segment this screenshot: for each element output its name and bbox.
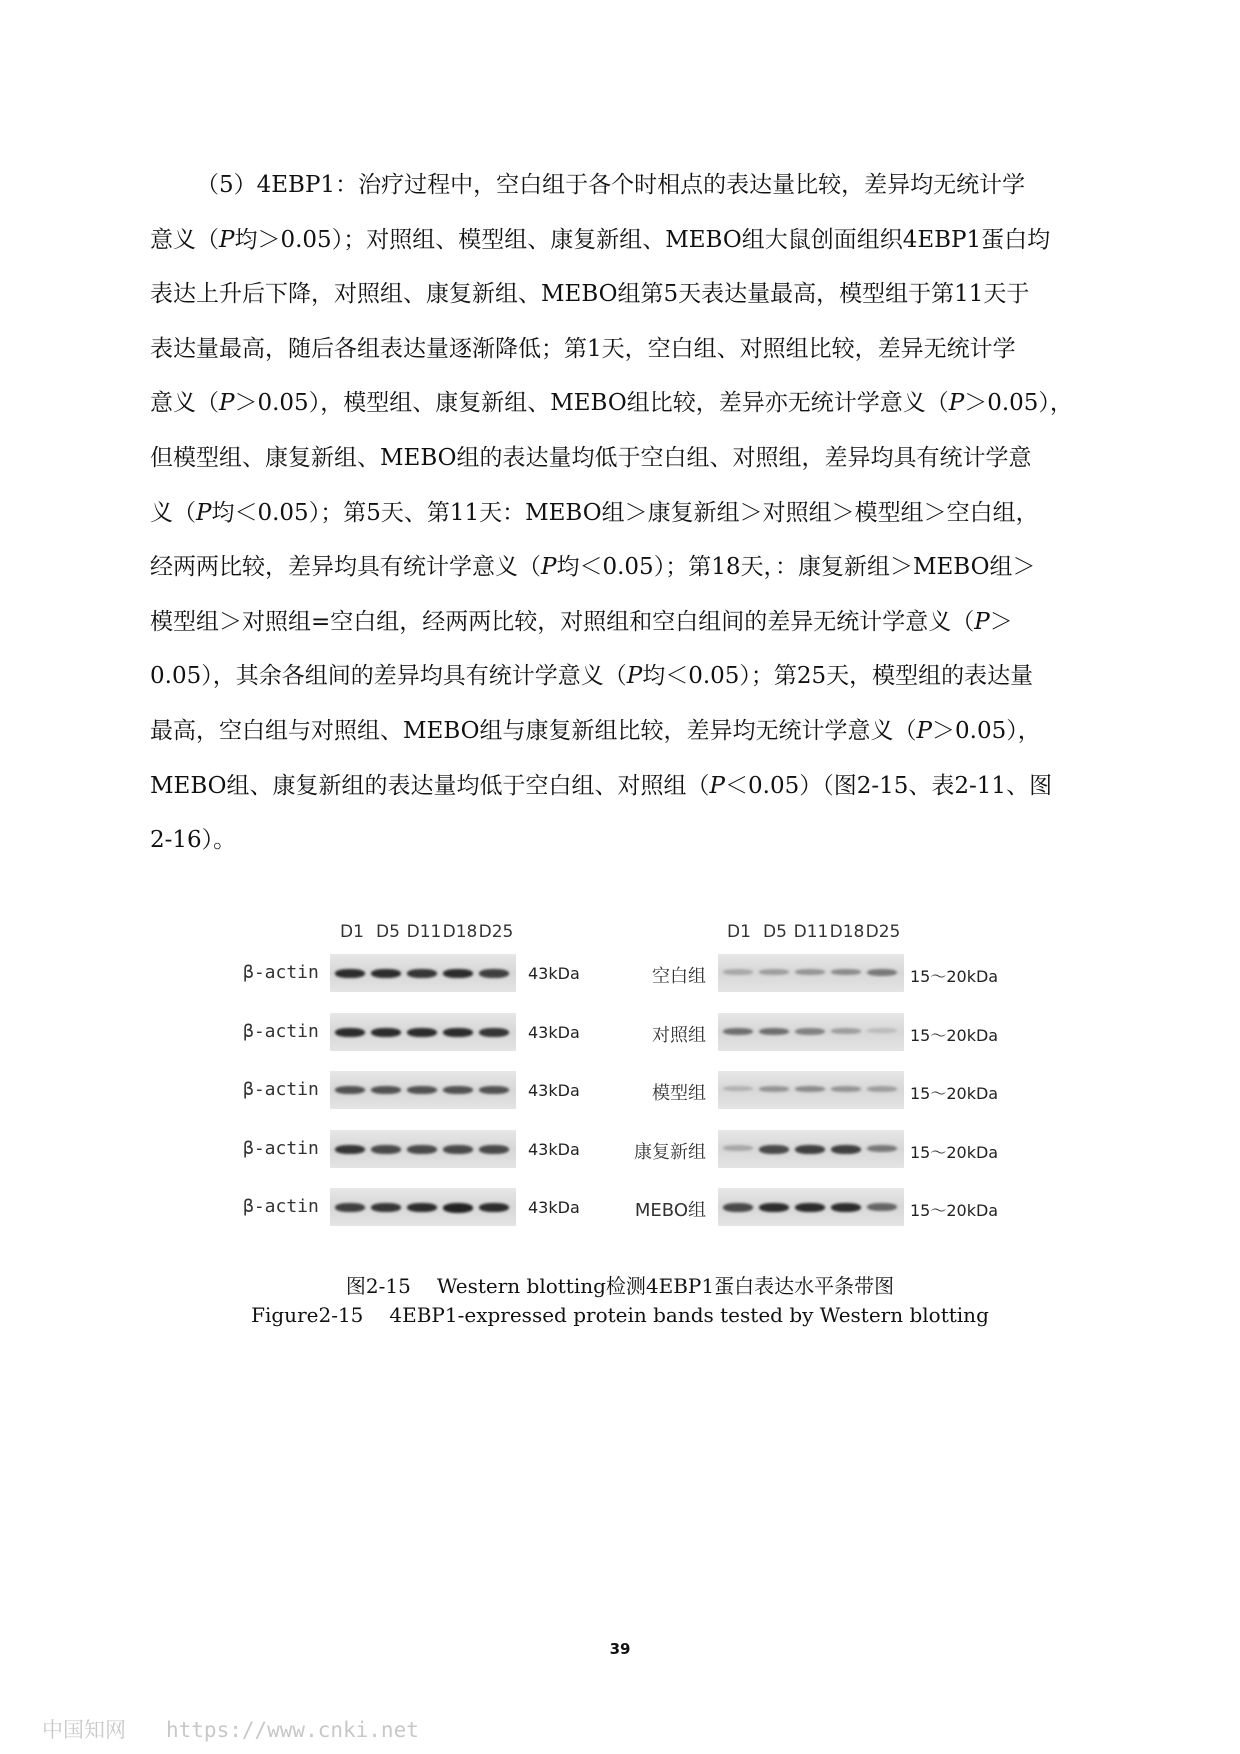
blot-row-label: β-actin <box>243 1137 319 1159</box>
molecular-weight-label: 15～20kDa <box>910 1142 999 1162</box>
protein-band <box>867 1028 897 1033</box>
protein-band <box>795 969 825 975</box>
protein-band <box>371 1086 401 1094</box>
blot-strip <box>718 1013 904 1051</box>
paragraph-line: 表达量最高，随后各组表达量逐渐降低；第1天，空白组、对照组比较，差异无统计学 <box>150 335 1016 362</box>
watermark-brand: 中国知网 <box>42 1718 126 1742</box>
protein-band <box>335 1028 365 1037</box>
protein-band <box>831 1203 861 1212</box>
paragraph-line: 2-16）。 <box>150 827 237 854</box>
protein-band <box>371 969 401 978</box>
protein-band <box>759 1086 789 1092</box>
protein-band <box>335 969 365 978</box>
blot-strip <box>718 954 904 992</box>
blot-row-label: 康复新组 <box>634 1141 706 1163</box>
protein-band <box>795 1145 825 1154</box>
lane-label: D5 <box>376 922 400 942</box>
paragraph-line: 表达上升后下降，对照组、康复新组、MEBO组第5天表达量最高，模型组于第11天于 <box>150 281 1030 308</box>
protein-band <box>371 1145 401 1154</box>
blot-strip <box>330 1071 516 1109</box>
figure-caption-cn: 图2-15 Western blotting检测4EBP1蛋白表达水平条带图 <box>345 1274 895 1298</box>
lane-label: D25 <box>478 922 514 942</box>
molecular-weight-label: 43kDa <box>528 1139 580 1159</box>
protein-band <box>723 1203 753 1212</box>
protein-band <box>795 1086 825 1092</box>
molecular-weight-label: 15～20kDa <box>910 1025 999 1045</box>
paragraph-line: 模型组＞对照组=空白组，经两两比较，对照组和空白组间的差异无统计学意义（P＞ <box>150 608 1013 635</box>
blot-strip <box>718 1071 904 1109</box>
lane-label: D11 <box>406 922 442 942</box>
protein-band <box>407 1028 437 1037</box>
protein-band <box>759 1028 789 1035</box>
protein-band <box>479 969 509 978</box>
paragraph-line: 但模型组、康复新组、MEBO组的表达量均低于空白组、对照组，差异均具有统计学意 <box>150 444 1032 471</box>
molecular-weight-label: 43kDa <box>528 1081 580 1100</box>
paragraph-line: 义（P均＜0.05）；第5天、第11天：MEBO组＞康复新组＞对照组＞模型组＞空白组， <box>150 499 1039 526</box>
blot-row-label: β-actin <box>243 962 319 983</box>
paragraph-line: 意义（P＞0.05），模型组、康复新组、MEBO组比较，差异亦无统计学意义（P＞0.05）， <box>150 390 1073 417</box>
protein-band <box>795 1203 825 1212</box>
protein-band <box>723 1145 753 1151</box>
paragraph-line: MEBO组、康复新组的表达量均低于空白组、对照组（P＜0.05）（图2-15、表2-11、图 <box>150 772 1053 799</box>
protein-band <box>443 1028 473 1037</box>
protein-band <box>831 969 861 975</box>
molecular-weight-label: 43kDa <box>528 964 580 983</box>
figure-caption-en: Figure2-15 4EBP1-expressed protein bands tested by Western blotting <box>251 1303 989 1327</box>
molecular-weight-label: 15～20kDa <box>910 1201 999 1220</box>
blot-row-label: MEBO组 <box>634 1200 706 1221</box>
lane-label: D11 <box>793 922 829 942</box>
protein-band <box>407 1203 437 1212</box>
protein-band <box>479 1028 509 1037</box>
blot-strip <box>718 1188 904 1226</box>
blot-strip <box>330 1130 516 1168</box>
protein-band <box>795 1028 825 1035</box>
watermark-url: https://www.cnki.net <box>166 1718 419 1742</box>
protein-band <box>371 1028 401 1037</box>
blot-row-label: 空白组 <box>652 966 706 987</box>
protein-band <box>479 1203 509 1212</box>
blot-row-label: β-actin <box>243 1079 319 1100</box>
protein-band <box>335 1203 365 1212</box>
blot-strip <box>330 1188 516 1226</box>
protein-band <box>335 1145 365 1154</box>
molecular-weight-label: 43kDa <box>528 1198 580 1217</box>
lane-label: D1 <box>340 922 364 942</box>
blot-row-label: β-actin <box>243 1196 319 1217</box>
cnki-watermark <box>42 1714 419 1744</box>
protein-band <box>831 1145 861 1154</box>
blot-strip <box>330 1013 516 1051</box>
lane-label: D18 <box>829 922 865 942</box>
blot-row-label: 模型组 <box>652 1083 706 1104</box>
protein-band <box>407 969 437 978</box>
page-number: 39 <box>609 1640 631 1658</box>
protein-band <box>759 969 789 975</box>
blot-strip <box>330 954 516 992</box>
protein-band <box>479 1086 509 1094</box>
molecular-weight-label: 15～20kDa <box>910 1084 999 1103</box>
protein-band <box>759 1145 789 1154</box>
blot-row-label: β-actin <box>243 1020 319 1042</box>
protein-band <box>759 1203 789 1212</box>
protein-band <box>867 1145 897 1152</box>
paragraph-line: 经两两比较，差异均具有统计学意义（P均＜0.05）；第18天，：康复新组＞MEBO组＞ <box>150 554 1036 581</box>
lane-label: D1 <box>727 922 751 942</box>
protein-band <box>443 969 473 978</box>
protein-band <box>407 1145 437 1154</box>
protein-band <box>723 1086 753 1091</box>
protein-band <box>831 1086 861 1092</box>
paragraph-line: 最高，空白组与对照组、MEBO组与康复新组比较，差异均无统计学意义（P＞0.05）， <box>150 717 1041 744</box>
lane-label: D5 <box>763 922 787 942</box>
left-lane-headers <box>334 922 514 942</box>
protein-band <box>479 1145 509 1154</box>
molecular-weight-label: 15～20kDa <box>910 967 999 986</box>
protein-band <box>443 1086 473 1094</box>
right-lane-headers <box>721 922 901 942</box>
protein-band <box>443 1145 473 1154</box>
paragraph-line: 意义（P均＞0.05）；对照组、模型组、康复新组、MEBO组大鼠创面组织4EBP1蛋白均 <box>150 226 1051 253</box>
protein-band <box>831 1028 861 1034</box>
protein-band <box>867 1086 897 1092</box>
blot-row-label: 对照组 <box>652 1024 706 1046</box>
paragraph-line: 0.05），其余各组间的差异均具有统计学意义（P均＜0.05）；第25天，模型组的表达量 <box>150 663 1034 690</box>
lane-label: D25 <box>865 922 901 942</box>
paragraph-line: （5）4EBP1：治疗过程中，空白组于各个时相点的表达量比较，差异均无统计学 <box>196 172 1026 198</box>
blot-strip <box>718 1130 904 1168</box>
protein-band <box>867 1203 897 1211</box>
protein-band <box>335 1086 365 1094</box>
protein-band <box>371 1203 401 1212</box>
molecular-weight-label: 43kDa <box>528 1022 580 1042</box>
protein-band <box>407 1086 437 1094</box>
lane-label: D18 <box>442 922 478 942</box>
protein-band <box>867 969 897 976</box>
protein-band <box>723 1028 753 1035</box>
protein-band <box>723 969 753 975</box>
protein-band <box>443 1203 473 1213</box>
